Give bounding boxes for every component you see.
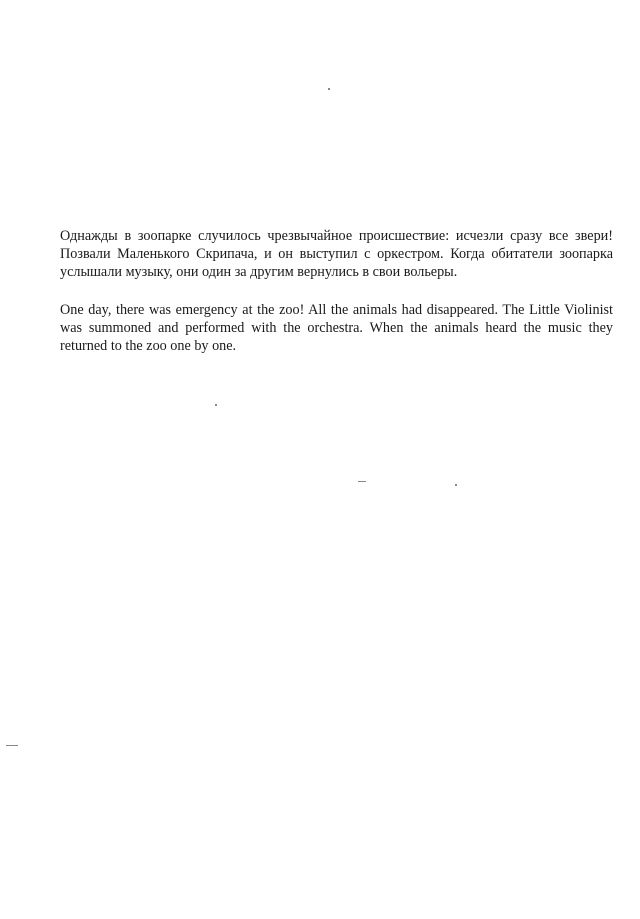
scan-speck: [328, 88, 330, 90]
english-paragraph: One day, there was emergency at the zoo! All the animals had disappeared. The Little Violinist was summoned and performed with the orchestra. When the animals heard the music they returned to the zoo one by one.: [60, 302, 613, 354]
scan-speck: [215, 404, 217, 406]
scan-speck: [455, 484, 457, 486]
scan-speck: [358, 481, 366, 482]
scan-speck: [6, 745, 18, 746]
russian-paragraph: Однажды в зоопарке случилось чрезвычайное происшествие: исчезли сразу все звери! Позвали Маленького Скрипача, и он выступил с оркестром. Когда обитатели зоопарка услышали музыку, они один за другим вернулись в свои вольеры.: [60, 228, 613, 280]
